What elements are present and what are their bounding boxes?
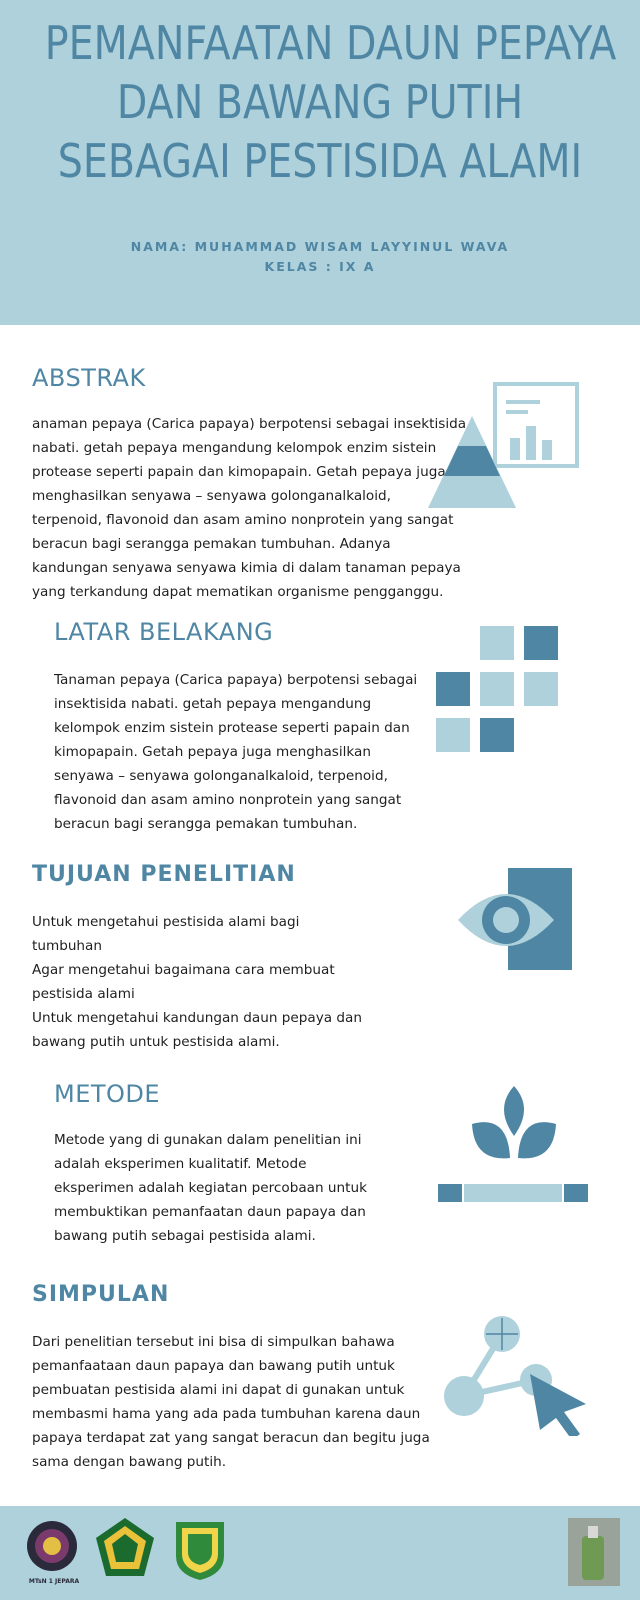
latar-belakang-text [54,668,417,836]
section-title-abstrak: ABSTRAK [32,364,146,392]
bottle-shape [582,1536,604,1580]
text-line: Tanaman pepaya (Carica papaya) berpotensi sebagai [54,672,418,688]
text-line: kelompok enzim sistein protease seperti papain dan [54,720,410,736]
text-line: bawang putih untuk pestisida alami. [32,1034,280,1050]
eye-icon [456,868,576,972]
plant-leaves-icon [438,1084,590,1204]
text-line: kandungan senyawa senyawa kimia di dalam tanaman pepaya [32,560,461,576]
text-line: adalah eksperimen kualitatif. Metode [54,1156,307,1172]
section-title-metode: METODE [54,1080,161,1108]
text-line: kimopapain. Getah pepaya juga menghasilkan [54,744,371,760]
text-line: senyawa – senyawa golonganalkaloid, terpenoid, [54,768,388,784]
page-title [44,14,617,191]
text-line: membasmi hama yang ada pada tumbuhan karena daun [32,1406,421,1422]
header-banner [0,0,640,325]
kemenag-logo-icon [94,1516,156,1580]
simpulan-text [32,1330,430,1474]
chart-pyramid-icon [420,380,590,510]
text-line: yang terkandung dapat mematikan organisme pengganggu. [32,584,444,600]
text-line: pembuatan pestisida alami ini dapat di gunakan untuk [32,1382,405,1398]
tujuan-text [32,910,362,1054]
section-title-latar-belakang: LATAR BELAKANG [54,618,274,646]
product-photo [568,1518,620,1586]
text-line: Untuk mengetahui pestisida alami bagi [32,914,300,930]
text-line: Untuk mengetahui kandungan daun pepaya dan [32,1010,362,1026]
text-line: terpenoid, flavonoid dan asam amino nonprotein yang sangat [32,512,454,528]
text-line: insektisida nabati. getah pepaya mengandung [54,696,372,712]
text-line: Metode yang di gunakan dalam penelitian ini [54,1132,362,1148]
text-line: Agar mengetahui bagaimana cara membuat [32,962,335,978]
section-title-simpulan: SIMPULAN [32,1282,170,1307]
section-title-tujuan: TUJUAN PENELITIAN [32,862,296,887]
text-line: tumbuhan [32,938,102,954]
text-line: beracun bagi serangga pemakan tumbuhan. [54,816,358,832]
school-logo-caption: MTsN 1 JEPARA [28,1578,80,1585]
title-line-1: PEMANFAATAN DAUN PEPAYA [44,16,617,70]
text-line: menghasilkan senyawa – senyawa golonganalkaloid, [32,488,391,504]
author-name: NAMA: MUHAMMAD WISAM LAYYINUL WAVA [130,239,510,254]
share-cursor-icon [440,1312,590,1436]
text-line: bawang putih sebagai pestisida alami. [54,1228,316,1244]
grid-squares-icon [434,626,564,754]
title-line-2: DAN BAWANG PUTIH [116,75,524,129]
metode-text [54,1128,367,1248]
text-line: nabati. getah pepaya mengandung kelompok enzim sistein [32,440,437,456]
text-line: papaya terdapat zat yang sangat beracun dan begitu juga [32,1430,430,1446]
text-line: pestisida alami [32,986,135,1002]
text-line: sama dengan bawang putih. [32,1454,227,1470]
text-line: beracun bagi serangga pemakan tumbuhan. Adanya [32,536,391,552]
text-line: flavonoid dan asam amino nonprotein yang sangat [54,792,402,808]
text-line: anaman pepaya (Carica papaya) berpotensi sebagai insektisida [32,416,467,432]
text-line: Dari penelitian tersebut ini bisa di simpulkan bahawa [32,1334,395,1350]
madrasah-logo-icon [172,1516,228,1582]
text-line: protease seperti papain dan kimopapain. Getah pepaya juga [32,464,446,480]
bottle-cap [588,1526,598,1538]
abstrak-text [32,412,466,604]
text-line: pemanfaataan daun papaya dan bawang putih untuk [32,1358,395,1374]
text-line: membuktikan pemanfaatan daun papaya dan [54,1204,366,1220]
class-label: KELAS : IX A [264,259,376,274]
text-line: eksperimen adalah kegiatan percobaan untuk [54,1180,367,1196]
title-line-3: SEBAGAI PESTISIDA ALAMI [57,134,583,188]
